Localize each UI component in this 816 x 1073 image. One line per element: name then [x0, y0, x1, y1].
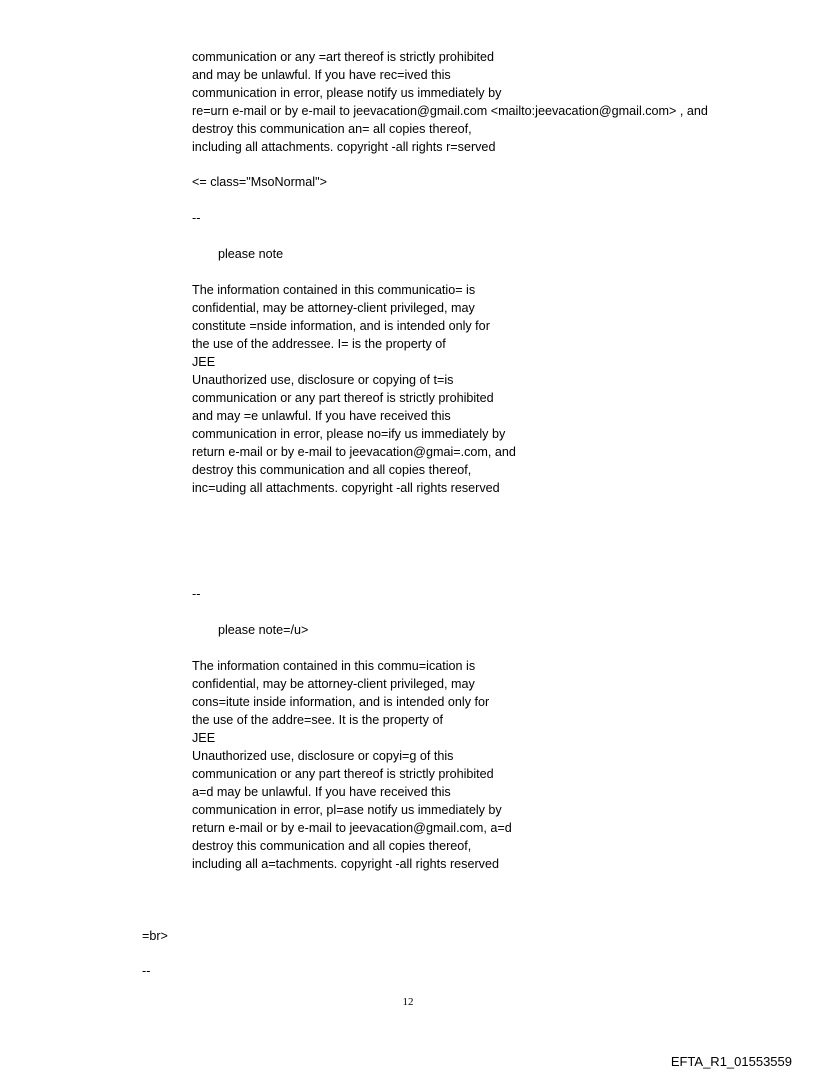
text-line: JEE: [192, 355, 216, 369]
text-line: The information contained in this communicatio= is: [192, 283, 476, 297]
disclaimer-block-2: [192, 657, 512, 873]
text-line: including all attachments. copyright -all rights r=served: [192, 140, 496, 154]
html-fragment: <= class="MsoNormal">: [192, 175, 327, 189]
disclaimer-block-1: [192, 281, 516, 497]
text-line: communication or any part thereof is strictly prohibited: [192, 391, 494, 405]
disclaimer-tail-block: [192, 48, 708, 156]
text-line: a=d may be unlawful. If you have received this: [192, 785, 451, 799]
text-line: and may be unlawful. If you have rec=ived this: [192, 68, 451, 82]
text-line: communication in error, please no=ify us immediately by: [192, 427, 506, 441]
text-line: return e-mail or by e-mail to jeevacation@gmail.com, a=d: [192, 821, 512, 835]
text-line: communication in error, pl=ase notify us immediately by: [192, 803, 502, 817]
document-id: EFTA_R1_01553559: [670, 1054, 792, 1069]
page-number: 12: [402, 996, 414, 1008]
separator-2: --: [192, 587, 201, 601]
text-line: communication or any =art thereof is strictly prohibited: [192, 50, 495, 64]
separator-3: --: [142, 964, 151, 978]
br-fragment: =br>: [142, 929, 168, 943]
please-note-heading-1: please note: [218, 247, 284, 261]
text-line: destroy this communication an= all copies thereof,: [192, 122, 472, 136]
text-line: confidential, may be attorney-client privileged, may: [192, 677, 475, 691]
text-line: inc=uding all attachments. copyright -all rights reserved: [192, 481, 500, 495]
text-line: communication in error, please notify us immediately by: [192, 86, 502, 100]
text-line: The information contained in this commu=ication is: [192, 659, 476, 673]
separator-1: --: [192, 211, 201, 225]
text-line: destroy this communication and all copies thereof,: [192, 463, 472, 477]
text-line: return e-mail or by e-mail to jeevacation@gmai=.com, and: [192, 445, 516, 459]
text-line: including all a=tachments. copyright -all rights reserved: [192, 857, 499, 871]
text-line: Unauthorized use, disclosure or copying of t=is: [192, 373, 454, 387]
please-note-heading-2: please note=/u>: [218, 623, 309, 637]
text-line: destroy this communication and all copies thereof,: [192, 839, 472, 853]
text-line: the use of the addre=see. It is the property of: [192, 713, 443, 727]
text-line: the use of the addressee. I= is the property of: [192, 337, 446, 351]
text-line: confidential, may be attorney-client privileged, may: [192, 301, 475, 315]
text-line: and may =e unlawful. If you have received this: [192, 409, 451, 423]
text-line: re=urn e-mail or by e-mail to jeevacation@gmail.com <mailto:jeevacation@gmail.com> , and: [192, 104, 708, 118]
text-line: constitute =nside information, and is intended only for: [192, 319, 490, 333]
text-line: JEE: [192, 731, 216, 745]
text-line: cons=itute inside information, and is intended only for: [192, 695, 490, 709]
text-line: communication or any part thereof is strictly prohibited: [192, 767, 494, 781]
text-line: Unauthorized use, disclosure or copyi=g of this: [192, 749, 454, 763]
